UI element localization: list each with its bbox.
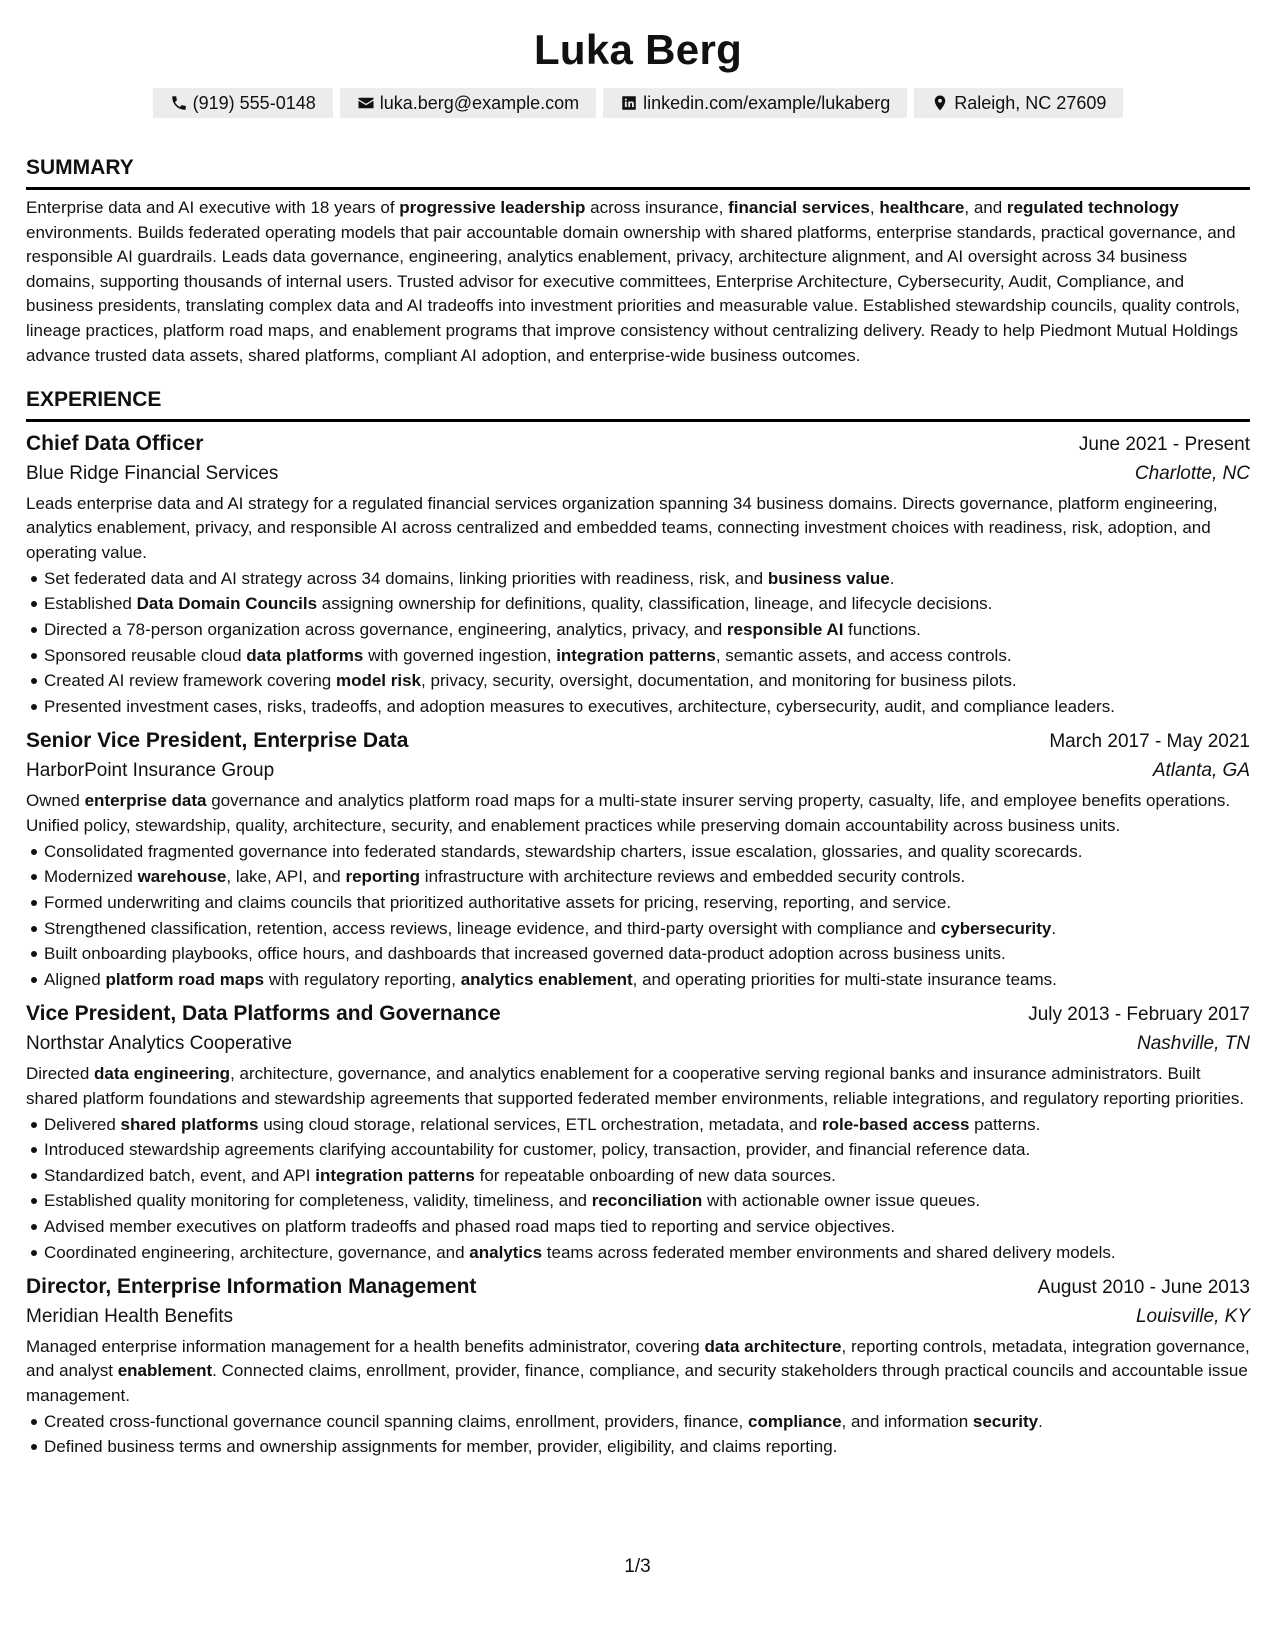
job-header	[26, 1271, 1250, 1302]
bullet-item: Defined business terms and ownership assignments for member, provider, eligibility, and claims reporting.	[44, 1434, 1250, 1460]
job-description: Leads enterprise data and AI strategy for a regulated financial services organization spanning 34 business domains. Directs governance, platform engineering, analytics enablement, privacy, and responsible AI across centralized and embedded teams, connecting investment choices with readiness, risk, adoption, and operating value.	[26, 494, 1218, 562]
job-header	[26, 725, 1250, 756]
job-location: Nashville, TN	[1137, 1033, 1250, 1055]
job-dates: March 2017 - May 2021	[1049, 731, 1250, 753]
job-location: Louisville, KY	[1135, 1306, 1250, 1328]
job-subheader	[26, 459, 1250, 489]
job-bullets	[26, 839, 1250, 993]
bullet-item: Consolidated fragmented governance into federated standards, stewardship charters, issue escalation, glossaries, and quality scorecards.	[44, 839, 1250, 865]
job-title: Director, Enterprise Information Management	[26, 1275, 477, 1299]
bullet-item: Coordinated engineering, architecture, governance, and analytics teams across federated member environments and shared delivery models.	[44, 1240, 1250, 1266]
job-bullets	[26, 1409, 1250, 1460]
job-header	[26, 428, 1250, 459]
contact-location	[914, 88, 1123, 118]
bullet-item: Created AI review framework covering model risk, privacy, security, oversight, documentation, and monitoring for business pilots.	[44, 668, 1250, 694]
bullet-item: Advised member executives on platform tradeoffs and phased road maps tied to reporting and service objectives.	[44, 1214, 1250, 1240]
job-subheader	[26, 1029, 1250, 1059]
job-company: Northstar Analytics Cooperative	[26, 1033, 293, 1055]
phone-text: (919) 555-0148	[192, 93, 316, 113]
job-description: Managed enterprise information management for a health benefits administrator, covering data architecture, reporting controls, metadata, integration governance, and analyst enablement. Connected claims, enrollment, provider, finance, compliance, and security stakeholders through practical councils and accountable issue management.	[26, 1337, 1250, 1405]
job-title: Chief Data Officer	[26, 432, 204, 456]
job-description: Owned enterprise data governance and analytics platform road maps for a multi-state insurer serving property, casualty, life, and employee benefits operations. Unified policy, stewardship, quality, architecture, security, and enablement practices while preserving domain accountability across business units.	[26, 791, 1231, 835]
bullet-item: Set federated data and AI strategy across 34 domains, linking priorities with readiness, risk, and business value.	[44, 566, 1250, 592]
summary-text: Enterprise data and AI executive with 18 years of progressive leadership across insurance, financial services, healthcare, and regulated technology environments. Builds federated operating models that pair accountable domain ownership with shared platforms, enterprise standards, practical governance, and responsible AI guardrails. Leads data governance, engineering, analytics enablement, privacy, architecture alignment, and AI oversight across 34 business domains, supporting thousands of internal users. Trusted advisor for executive committees, Enterprise Architecture, Cybersecurity, Audit, Compliance, and business presidents, translating complex data and AI tradeoffs into investment priorities and measurable value. Established stewardship councils, quality controls, lineage practices, platform road maps, and enablement programs that improve consistency without centralizing delivery. Ready to help Piedmont Mutual Holdings advance trusted data assets, shared platforms, compliant AI adoption, and enterprise-wide business outcomes.	[26, 198, 1240, 365]
page-number: 1/3	[624, 1556, 651, 1577]
job-dates: July 2013 - February 2017	[1028, 1004, 1250, 1026]
map-marker-icon	[931, 94, 949, 112]
job-location: Charlotte, NC	[1134, 463, 1250, 485]
experience-heading: EXPERIENCE	[26, 387, 1250, 422]
bullet-item: Formed underwriting and claims councils that prioritized authoritative assets for pricing, reserving, reporting, and service.	[44, 890, 1250, 916]
job-title: Senior Vice President, Enterprise Data	[26, 729, 409, 753]
bullet-item: Presented investment cases, risks, tradeoffs, and adoption measures to executives, architecture, cybersecurity, audit, and compliance leaders.	[44, 694, 1250, 720]
email-link[interactable]: luka.berg@example.com	[379, 93, 580, 113]
contact-phone	[153, 88, 333, 118]
job-header	[26, 998, 1250, 1029]
bullet-item: Sponsored reusable cloud data platforms with governed ingestion, integration patterns, semantic assets, and access controls.	[44, 643, 1250, 669]
bullet-item: Modernized warehouse, lake, API, and reporting infrastructure with architecture reviews and embedded security controls.	[44, 864, 1250, 890]
experience-list	[26, 428, 1250, 1460]
job-entry	[26, 998, 1250, 1265]
job-company: Meridian Health Benefits	[26, 1306, 233, 1328]
job-dates: June 2021 - Present	[1078, 434, 1250, 456]
job-entry	[26, 725, 1250, 992]
bullet-item: Strengthened classification, retention, access reviews, lineage evidence, and third-party oversight with compliance and cybersecurity.	[44, 916, 1250, 942]
bullet-item: Created cross-functional governance council spanning claims, enrollment, providers, finance, compliance, and information security.	[44, 1409, 1250, 1435]
job-company: Blue Ridge Financial Services	[26, 463, 279, 485]
bullet-item: Standardized batch, event, and API integration patterns for repeatable onboarding of new data sources.	[44, 1163, 1250, 1189]
contact-bar	[26, 88, 1250, 118]
contact-linkedin[interactable]	[603, 88, 907, 118]
bullet-item: Aligned platform road maps with regulatory reporting, analytics enablement, and operating priorities for multi-state insurance teams.	[44, 967, 1250, 993]
job-bullets	[26, 566, 1250, 720]
job-subheader	[26, 756, 1250, 786]
bullet-item: Directed a 78-person organization across governance, engineering, analytics, privacy, and responsible AI functions.	[44, 617, 1250, 643]
resume-page	[26, 0, 1250, 1460]
contact-email[interactable]	[340, 88, 596, 118]
job-dates: August 2010 - June 2013	[1037, 1277, 1250, 1299]
job-location: Atlanta, GA	[1152, 760, 1250, 782]
job-description: Directed data engineering, architecture, governance, and analytics enablement for a cooperative serving regional banks and insurance administrators. Built shared platform foundations and stewardship agreements that supported federated member environments, reliable integrations, and regulatory reporting priorities.	[26, 1064, 1245, 1108]
job-subheader	[26, 1302, 1250, 1332]
phone-icon	[170, 94, 188, 112]
location-text: Raleigh, NC 27609	[954, 93, 1107, 113]
linkedin-link[interactable]: linkedin.com/example/lukaberg	[643, 93, 891, 113]
envelope-icon	[357, 94, 375, 112]
bullet-item: Established Data Domain Councils assigning ownership for definitions, quality, classification, lineage, and lifecycle decisions.	[44, 591, 1250, 617]
linkedin-icon	[620, 94, 638, 112]
job-title: Vice President, Data Platforms and Governance	[26, 1002, 501, 1026]
bullet-item: Established quality monitoring for completeness, validity, timeliness, and reconciliation with actionable owner issue queues.	[44, 1188, 1250, 1214]
job-entry	[26, 1271, 1250, 1460]
summary-heading: SUMMARY	[26, 155, 1250, 190]
bullet-item: Introduced stewardship agreements clarifying accountability for customer, policy, transaction, provider, and financial reference data.	[44, 1137, 1250, 1163]
candidate-name: Luka Berg	[533, 26, 743, 73]
bullet-item: Delivered shared platforms using cloud storage, relational services, ETL orchestration, metadata, and role-based access patterns.	[44, 1112, 1250, 1138]
bullet-item: Built onboarding playbooks, office hours, and dashboards that increased governed data-product adoption across business units.	[44, 941, 1250, 967]
job-company: HarborPoint Insurance Group	[26, 760, 275, 782]
job-entry	[26, 428, 1250, 719]
job-bullets	[26, 1112, 1250, 1266]
